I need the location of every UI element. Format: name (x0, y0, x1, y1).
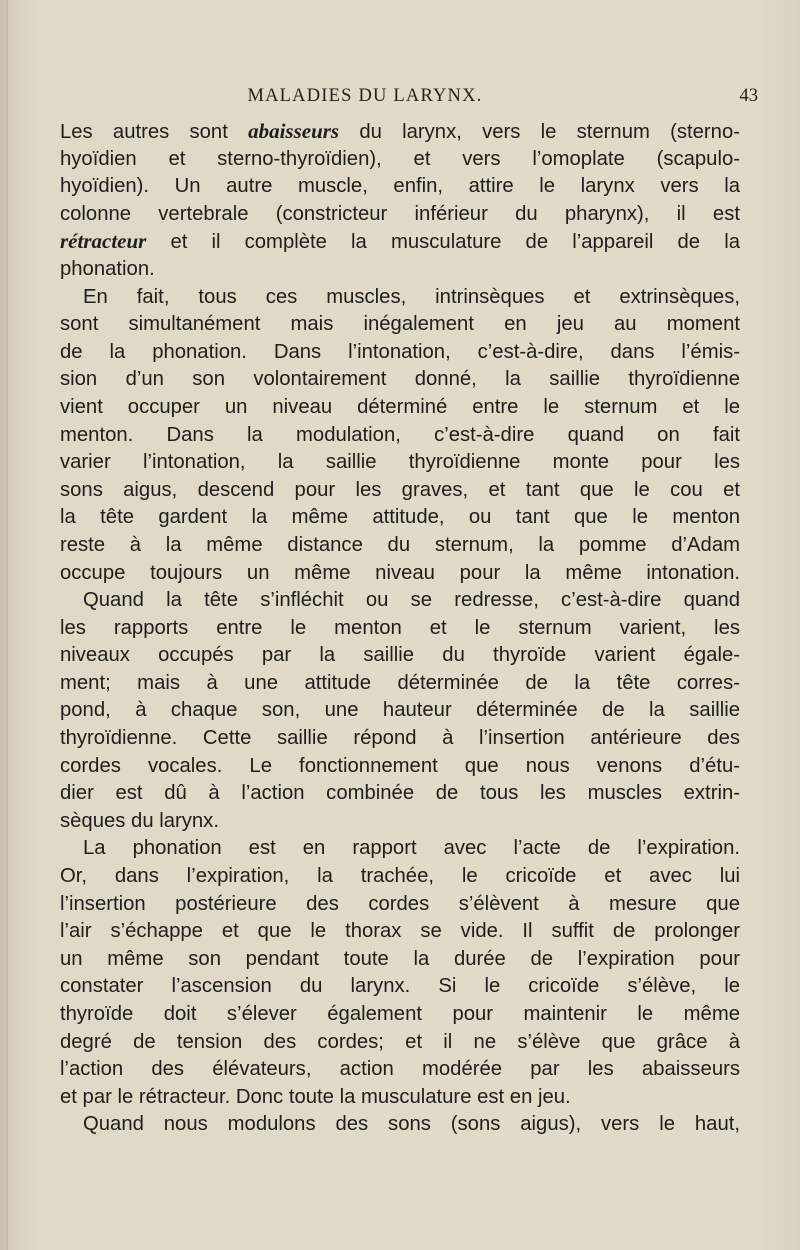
text-line-content: l’action des élévateurs, action modérée par les abaisseurs (60, 1058, 740, 1081)
text-line (60, 339, 740, 367)
text-line-content: reste à la même distance du sternum, la pomme d’Adam (60, 533, 740, 556)
text-line-content: vient occuper un niveau déterminé entre le sternum et le (60, 395, 740, 418)
text-line (60, 835, 740, 863)
text-line (60, 725, 740, 753)
page-gutter (6, 0, 8, 1250)
text-line-content: hyoïdien). Un autre muscle, enfin, attire le larynx vers la (60, 175, 740, 198)
text-line (60, 780, 740, 808)
text-line (60, 891, 740, 919)
text-line-content: sont simultanément mais inégalement en jeu au moment (60, 313, 740, 336)
text-line-content: de la phonation. Dans l’intonation, c’est-à-dire, dans l’émis- (60, 340, 740, 363)
text-line (60, 284, 740, 312)
text-line-content: les rapports entre le menton et le sternum varient, les (60, 616, 740, 639)
text-line-content: Quand la tête s’infléchit ou se redresse, c’est-à-dire quand (83, 589, 740, 612)
text-line (60, 394, 740, 422)
text-line (60, 615, 740, 643)
text-line-content: sons aigus, descend pour les graves, et tant que le cou et (60, 478, 740, 501)
text-line (60, 863, 740, 891)
text-line (60, 1084, 740, 1112)
text-line (60, 753, 740, 781)
text-line-content: colonne vertebrale (constricteur inférieur du pharynx), il est (60, 202, 740, 225)
text-line (60, 1056, 740, 1084)
text-line (60, 201, 740, 229)
text-line-content: constater l’ascension du larynx. Si le cricoïde s’élève, le (60, 975, 740, 998)
page-header (0, 86, 800, 108)
text-line-content: Quand nous modulons des sons (sons aigus), vers le haut, (83, 1113, 740, 1136)
text-line (60, 173, 740, 201)
page-number: 43 (739, 86, 758, 106)
text-line-content: dier est dû à l’action combinée de tous les muscles extrin- (60, 782, 740, 805)
text-line-content: La phonation est en rapport avec l’acte de l’expiration. (83, 837, 740, 860)
text-line-content: cordes vocales. Le fonctionnement que nous venons d’étu- (60, 754, 740, 777)
text-line-content: sion d’un son volontairement donné, la saillie thyroïdienne (60, 368, 740, 391)
text-line (60, 532, 740, 560)
text-line-continuation: du larynx, vers le sternum (sterno- (339, 121, 740, 143)
text-line (60, 808, 740, 836)
body-text (60, 118, 740, 1139)
text-line (60, 918, 740, 946)
text-line-content: l’air s’échappe et que le thorax se vide. Il suffit de prolonger (60, 920, 740, 943)
text-line-content: ment; mais à une attitude déterminée de la tête corres- (60, 671, 740, 694)
text-line-content: la tête gardent la même attitude, ou tant que le menton (60, 506, 740, 529)
text-line-content: l’insertion postérieure des cordes s’élèvent à mesure que (60, 892, 740, 915)
text-line (60, 642, 740, 670)
text-line (60, 228, 740, 256)
text-line (60, 311, 740, 339)
text-line-content: sèques du larynx. (60, 809, 219, 832)
text-line-content: hyoïdien et sterno-thyroïdien), et vers l’omoplate (scapulo- (60, 147, 740, 170)
text-line-content: et par le rétracteur. Donc toute la musculature est en jeu. (60, 1085, 571, 1108)
emphasized-term: abaisseurs (248, 119, 340, 143)
text-line (60, 118, 740, 146)
text-line-content: Les autres sont (60, 121, 249, 143)
text-line (60, 146, 740, 174)
text-line (60, 366, 740, 394)
text-line-content: menton. Dans la modulation, c’est-à-dire quand on fait (60, 423, 740, 446)
text-line-content: phonation. (60, 257, 155, 280)
text-line (60, 973, 740, 1001)
text-line (60, 670, 740, 698)
text-line (60, 560, 740, 588)
text-line (60, 449, 740, 477)
text-line-content: niveaux occupés par la saillie du thyroïde varient égale- (60, 644, 740, 667)
text-line-content: pond, à chaque son, une hauteur déterminée de la saillie (60, 699, 740, 722)
text-line (60, 1111, 740, 1139)
text-line-content: Or, dans l’expiration, la trachée, le cricoïde et avec lui (60, 865, 740, 888)
text-line (60, 1029, 740, 1057)
text-line (60, 697, 740, 725)
text-line (60, 587, 740, 615)
text-line-continuation: et il complète la musculature de l’appareil de la (146, 231, 740, 254)
text-line-content: varier l’intonation, la saillie thyroïdienne monte pour les (60, 451, 740, 474)
text-line-content: degré de tension des cordes; et il ne s’élève que grâce à (60, 1030, 740, 1053)
text-line (60, 256, 740, 284)
running-title: MALADIES DU LARYNX. (247, 86, 483, 106)
text-line-content: thyroïdienne. Cette saillie répond à l’insertion antérieure des (60, 727, 740, 750)
text-line-content: thyroïde doit s’élever également pour maintenir le même (60, 1003, 740, 1025)
text-line-content: En fait, tous ces muscles, intrinsèques et extrinsèques, (83, 285, 740, 308)
text-line (60, 946, 740, 974)
text-line (60, 477, 740, 505)
text-line (60, 422, 740, 450)
text-line-content: un même son pendant toute la durée de l’expiration pour (60, 947, 740, 970)
text-line-content: occupe toujours un même niveau pour la même intonation. (60, 561, 740, 584)
text-line (60, 1001, 740, 1029)
text-line (60, 504, 740, 532)
emphasized-term: rétracteur (60, 229, 147, 254)
